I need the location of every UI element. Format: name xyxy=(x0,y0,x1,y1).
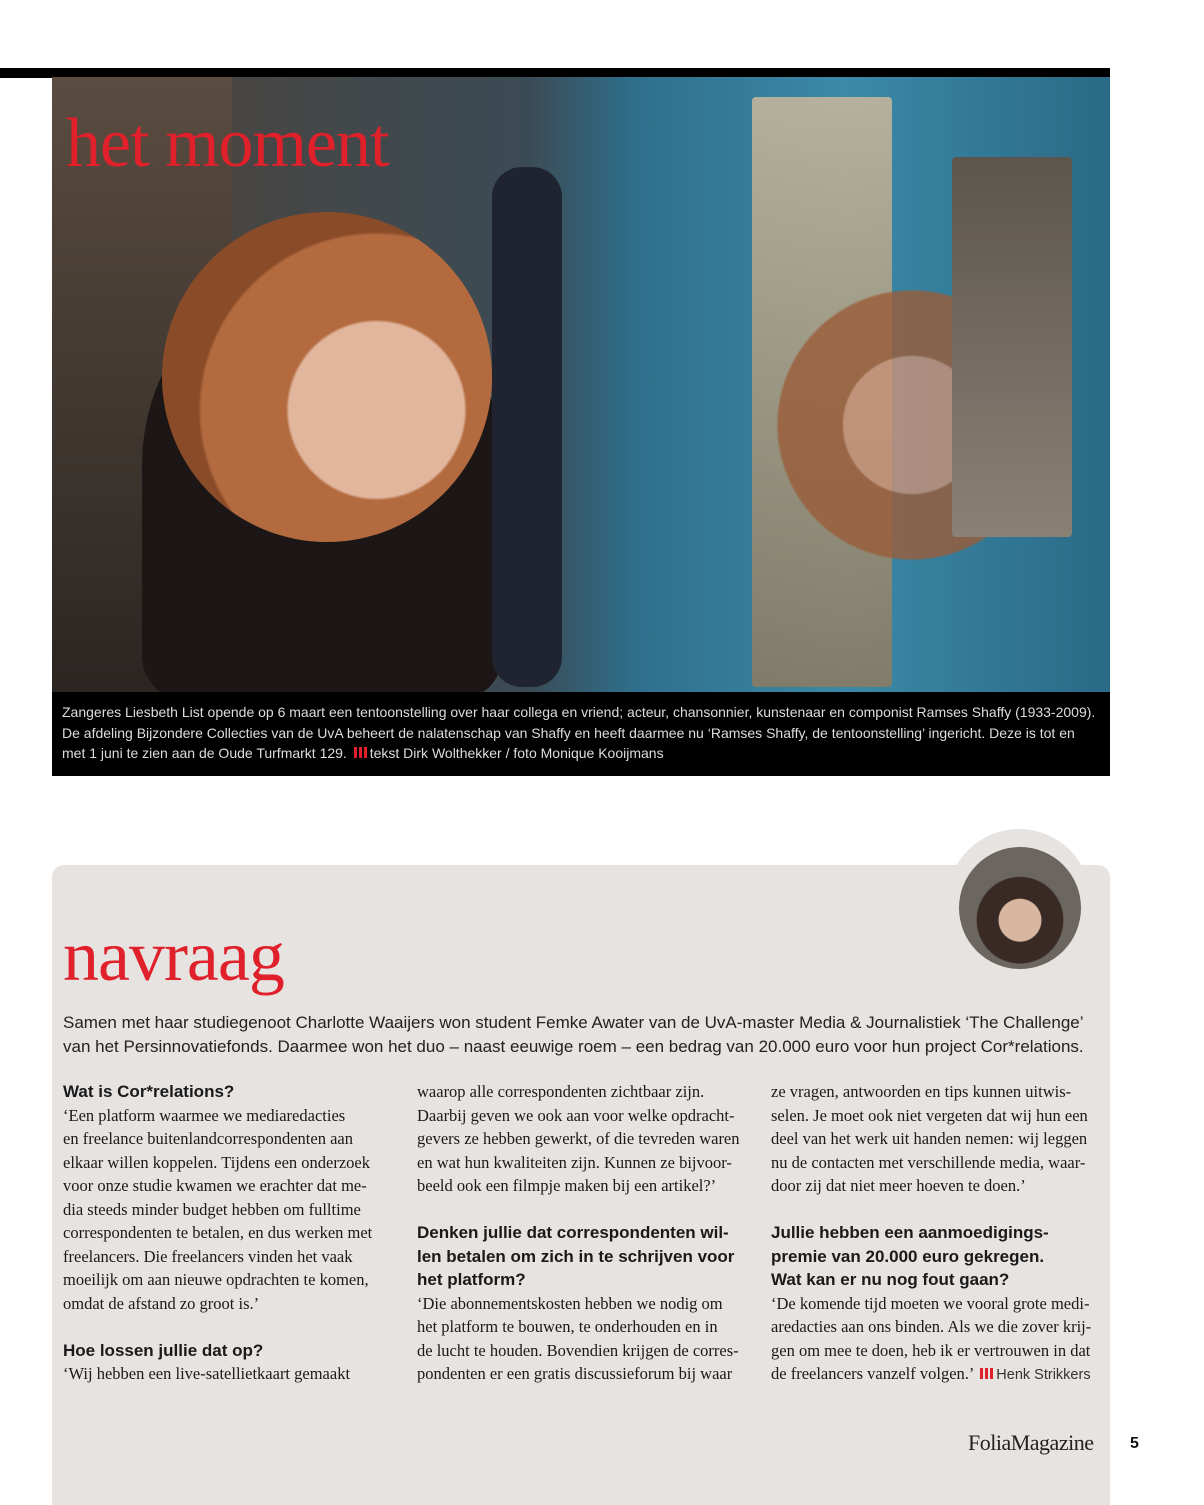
answer-text-line xyxy=(63,1174,408,1198)
line-text: pondenten er een gratis discussieforum bij waar xyxy=(417,1364,733,1383)
red-bars-icon xyxy=(354,747,367,758)
answer-text-line xyxy=(63,1151,408,1175)
page-number: 5 xyxy=(1130,1435,1139,1452)
answer-text-line xyxy=(417,1127,762,1151)
answer-text-line xyxy=(63,1292,408,1316)
line-text: ze vragen, antwoorden en tips kunnen uitwis- xyxy=(771,1082,1072,1101)
answer-text-line xyxy=(63,1127,408,1151)
answer-text-line xyxy=(417,1104,762,1128)
question-heading-line xyxy=(417,1268,762,1292)
line-text: freelancers. Die freelancers vinden het vaak xyxy=(63,1246,353,1266)
intro-text: Samen met haar studiegenoot Charlotte Waaijers won student Femke Awater van de UvA-master Media & Journalistiek ‘The Challenge’ van het Persinnovatiefonds. Daarmee won het duo – naast eeuwige roem – een bedrag van 20.000 euro voor hun project Cor*relations. xyxy=(63,1013,1084,1056)
line-text: ‘Die abonnementskosten hebben we nodig om xyxy=(417,1293,723,1313)
red-bars-icon xyxy=(980,1368,993,1379)
line-text: ‘De komende tijd moeten we vooral grote medi- xyxy=(771,1293,1090,1313)
question-heading-line xyxy=(771,1268,1116,1292)
answer-text-line xyxy=(63,1268,408,1292)
line-text: omdat de afstand zo groot is.’ xyxy=(63,1293,260,1313)
line-text: Jullie hebben een aanmoedigings- xyxy=(771,1223,1049,1242)
question-heading-line xyxy=(771,1221,1116,1245)
line-text: len betalen om zich in te schrijven voor xyxy=(417,1246,735,1266)
answer-text-line xyxy=(771,1127,1116,1151)
question-heading-line xyxy=(771,1245,1116,1269)
line-text: door zij dat niet meer hoeven te doen.’ xyxy=(771,1176,1026,1195)
question-heading-line xyxy=(417,1221,762,1245)
answer-text-line xyxy=(417,1080,762,1104)
line-text: deel van het werk uit handen nemen: wij leggen xyxy=(771,1129,1088,1148)
line-text: en freelance buitenlandcorrespondenten aan xyxy=(63,1129,353,1148)
line-text: Hoe lossen jullie dat op? xyxy=(63,1340,264,1360)
section-title-het-moment: het moment xyxy=(66,105,389,182)
line-text: de freelancers vanzelf volgen.’ xyxy=(771,1364,974,1383)
answer-text-line xyxy=(63,1104,408,1128)
answer-text-line xyxy=(771,1151,1116,1175)
answer-text-line xyxy=(417,1339,762,1363)
line-text: correspondenten te betalen, en dus werken met xyxy=(63,1223,373,1242)
avatar xyxy=(959,847,1081,969)
answer-text-line xyxy=(63,1362,408,1386)
line-text: en wat hun kwaliteiten zijn. Kunnen ze bijvoor- xyxy=(417,1152,732,1172)
paragraph-gap xyxy=(771,1198,1116,1222)
line-text: waarop alle correspondenten zichtbaar zijn. xyxy=(417,1082,705,1101)
line-text: ‘Wij hebben een live-satellietkaart gemaakt xyxy=(63,1364,351,1383)
answer-text-line xyxy=(63,1245,408,1269)
photo-bg-person xyxy=(492,167,562,687)
line-text: Wat is Cor*relations? xyxy=(63,1082,235,1101)
line-text: moeilijk om aan nieuwe opdrachten te komen, xyxy=(63,1270,369,1289)
caption-text: Zangeres Liesbeth List opende op 6 maart een tentoonstelling over haar collega en vriend; acteur, chansonnier, kunstenaar en componist Ramses Shaffy (1933-2009). De afdeling Bijzondere Collecties van de UvA beheert de nalatenschap van Shaffy en heeft daarmee nu ‘Ramses Shaffy, de tentoonstelling’ ingericht. Deze is tot en met 1 juni te zien aan de Oude Turfmarkt 129. xyxy=(62,704,1096,761)
line-text: elkaar willen koppelen. Tijdens een onderzoek xyxy=(63,1152,370,1172)
line-text: Daarbij geven we ook aan voor welke opdracht- xyxy=(417,1105,735,1125)
answer-text-line xyxy=(63,1221,408,1245)
paragraph-gap xyxy=(63,1315,408,1339)
line-text: voor onze studie kwamen we erachter dat me- xyxy=(63,1176,367,1195)
line-text: het platform? xyxy=(417,1270,526,1289)
line-text: premie van 20.000 euro gekregen. xyxy=(771,1246,1045,1266)
paragraph-gap xyxy=(417,1198,762,1222)
answer-text-line xyxy=(771,1315,1116,1339)
answer-text-line xyxy=(771,1174,1116,1198)
answer-text-line xyxy=(417,1292,762,1316)
answer-text-line xyxy=(63,1198,408,1222)
line-text: gevers ze hebben gewerkt, of die tevreden waren xyxy=(417,1129,740,1148)
line-text: nu de contacten met verschillende media, waar- xyxy=(771,1152,1086,1172)
question-heading-line xyxy=(417,1245,762,1269)
section-title-navraag: navraag xyxy=(63,916,284,996)
photo-caption xyxy=(52,692,1110,776)
answer-text-line xyxy=(771,1362,1116,1388)
answer-text-line xyxy=(771,1104,1116,1128)
photo-portrait-poster xyxy=(952,157,1072,537)
answer-text-line xyxy=(417,1151,762,1175)
line-text: selen. Je moet ook niet vergeten dat wij hun een xyxy=(771,1105,1088,1125)
article-column-1 xyxy=(63,1080,408,1386)
answer-text-line xyxy=(417,1174,762,1198)
line-text: dia steeds minder budget hebben om fulltime xyxy=(63,1199,361,1219)
photo-credit: tekst Dirk Wolthekker / foto Monique Kooijmans xyxy=(369,745,664,761)
magazine-logo: FoliaMagazine xyxy=(968,1430,1094,1455)
article-column-3 xyxy=(771,1080,1116,1388)
line-text: gen om mee te doen, heb ik er vertrouwen in dat xyxy=(771,1340,1091,1360)
article-column-2 xyxy=(417,1080,762,1386)
line-text: de lucht te houden. Bovendien krijgen de corres- xyxy=(417,1340,739,1360)
line-text: ‘Een platform waarmee we mediaredacties xyxy=(63,1105,346,1125)
line-text: Denken jullie dat correspondenten wil- xyxy=(417,1223,729,1242)
question-heading-line xyxy=(63,1080,408,1104)
answer-text-line xyxy=(771,1080,1116,1104)
line-text: aredacties aan ons binden. Als we die zover krij- xyxy=(771,1317,1092,1336)
answer-text-line xyxy=(771,1339,1116,1363)
answer-text-line xyxy=(417,1362,762,1386)
line-text: beeld ook een filmpje maken bij een artikel?’ xyxy=(417,1176,717,1195)
question-heading-line xyxy=(63,1339,408,1363)
answer-text-line xyxy=(417,1315,762,1339)
answer-text-line xyxy=(771,1292,1116,1316)
author-signature: Henk Strikkers xyxy=(996,1367,1091,1383)
line-text: het platform te bouwen, te onderhouden en in xyxy=(417,1317,718,1336)
line-text: Wat kan er nu nog fout gaan? xyxy=(771,1270,1010,1289)
photo-woman-head xyxy=(162,212,492,542)
